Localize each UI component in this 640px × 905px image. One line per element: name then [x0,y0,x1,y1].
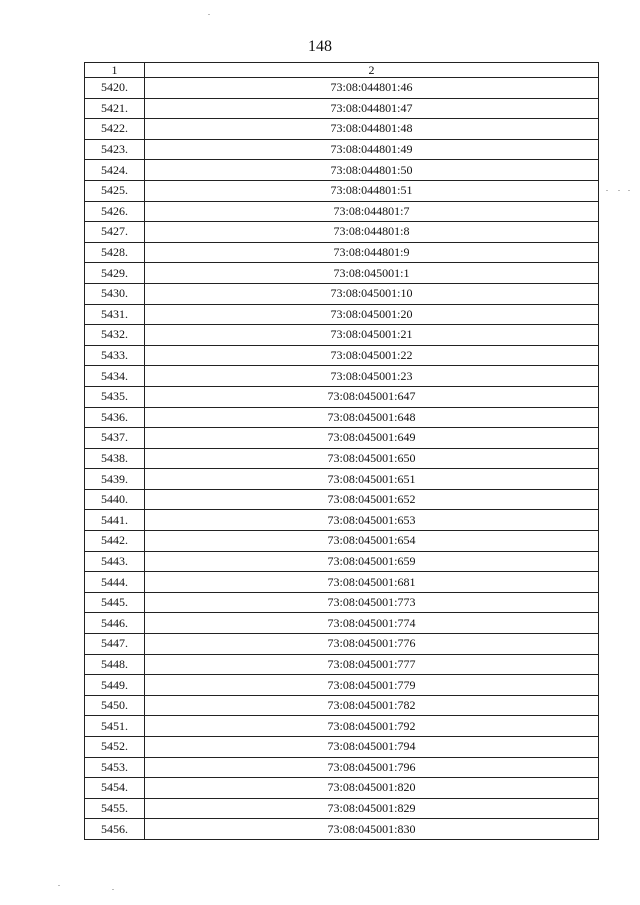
table-row [85,448,599,469]
cadastral-number-cell: 73:08:045001:681 [145,572,599,593]
table-row [85,551,599,572]
cadastral-number-cell: 73:08:045001:794 [145,737,599,758]
cadastral-number-cell: 73:08:045001:1 [145,263,599,284]
cadastral-number-cell: 73:08:044801:9 [145,242,599,263]
row-number-cell: 5454. [85,778,145,799]
cadastral-number-cell: 73:08:044801:49 [145,139,599,160]
cadastral-table [84,62,599,840]
cadastral-number-cell: 73:08:045001:774 [145,613,599,634]
table-row [85,654,599,675]
table-row [85,160,599,181]
row-number-cell: 5439. [85,469,145,490]
scan-speck [58,885,60,886]
table-body [85,78,599,840]
table-row [85,716,599,737]
cadastral-number-cell: 73:08:045001:652 [145,489,599,510]
row-number-cell: 5431. [85,304,145,325]
row-number-cell: 5436. [85,407,145,428]
row-number-cell: 5422. [85,119,145,140]
table-row [85,613,599,634]
row-number-cell: 5445. [85,592,145,613]
table-row [85,366,599,387]
row-number-cell: 5442. [85,531,145,552]
row-number-cell: 5443. [85,551,145,572]
table-row [85,119,599,140]
row-number-cell: 5421. [85,98,145,119]
row-number-cell: 5438. [85,448,145,469]
row-number-cell: 5441. [85,510,145,531]
row-number-cell: 5444. [85,572,145,593]
row-number-cell: 5448. [85,654,145,675]
cadastral-number-cell: 73:08:045001:792 [145,716,599,737]
row-number-cell: 5455. [85,798,145,819]
cadastral-number-cell: 73:08:045001:782 [145,695,599,716]
cadastral-number-cell: 73:08:045001:647 [145,386,599,407]
table-row [85,592,599,613]
row-number-cell: 5428. [85,242,145,263]
page-number: 148 [308,38,332,55]
cadastral-number-cell: 73:08:045001:653 [145,510,599,531]
table-row [85,757,599,778]
cadastral-number-cell: 73:08:045001:650 [145,448,599,469]
row-number-cell: 5435. [85,386,145,407]
table-row [85,386,599,407]
row-number-cell: 5446. [85,613,145,634]
cadastral-number-cell: 73:08:044801:47 [145,98,599,119]
column-header-cadastral-number: 2 [145,63,599,78]
cadastral-number-cell: 73:08:044801:51 [145,180,599,201]
row-number-cell: 5450. [85,695,145,716]
cadastral-number-cell: 73:08:045001:773 [145,592,599,613]
cadastral-number-cell: 73:08:045001:776 [145,634,599,655]
table-row [85,489,599,510]
table-row [85,304,599,325]
table-row [85,531,599,552]
scan-speck [628,190,630,191]
cadastral-number-cell: 73:08:045001:21 [145,325,599,346]
cadastral-number-cell: 73:08:045001:820 [145,778,599,799]
table-row [85,819,599,840]
cadastral-number-cell: 73:08:044801:48 [145,119,599,140]
cadastral-number-cell: 73:08:045001:830 [145,819,599,840]
table-row [85,242,599,263]
row-number-cell: 5447. [85,634,145,655]
table-row [85,180,599,201]
table-row [85,201,599,222]
table-row [85,407,599,428]
row-number-cell: 5433. [85,345,145,366]
row-number-cell: 5425. [85,180,145,201]
scan-speck [618,190,620,191]
cadastral-number-cell: 73:08:045001:659 [145,551,599,572]
table-row [85,798,599,819]
cadastral-number-cell: 73:08:045001:20 [145,304,599,325]
table-row [85,510,599,531]
table-row [85,695,599,716]
row-number-cell: 5456. [85,819,145,840]
cadastral-number-cell: 73:08:045001:23 [145,366,599,387]
cadastral-number-cell: 73:08:045001:829 [145,798,599,819]
scan-speck [208,14,210,15]
column-header-number: 1 [85,63,145,78]
table-row [85,737,599,758]
cadastral-number-cell: 73:08:044801:46 [145,78,599,99]
table-row [85,634,599,655]
cadastral-number-cell: 73:08:044801:8 [145,222,599,243]
cadastral-number-cell: 73:08:044801:50 [145,160,599,181]
table-row [85,469,599,490]
cadastral-number-cell: 73:08:045001:654 [145,531,599,552]
row-number-cell: 5424. [85,160,145,181]
table-row [85,263,599,284]
cadastral-number-cell: 73:08:045001:649 [145,428,599,449]
row-number-cell: 5426. [85,201,145,222]
table-row [85,572,599,593]
cadastral-number-cell: 73:08:045001:796 [145,757,599,778]
row-number-cell: 5453. [85,757,145,778]
row-number-cell: 5451. [85,716,145,737]
header-row [85,63,599,78]
row-number-cell: 5452. [85,737,145,758]
table-row [85,778,599,799]
row-number-cell: 5449. [85,675,145,696]
table-row [85,222,599,243]
row-number-cell: 5430. [85,283,145,304]
table-row [85,139,599,160]
cadastral-number-cell: 73:08:045001:779 [145,675,599,696]
table-row [85,98,599,119]
row-number-cell: 5423. [85,139,145,160]
row-number-cell: 5420. [85,78,145,99]
cadastral-number-cell: 73:08:044801:7 [145,201,599,222]
table-row [85,283,599,304]
cadastral-number-cell: 73:08:045001:651 [145,469,599,490]
table-row [85,345,599,366]
row-number-cell: 5437. [85,428,145,449]
row-number-cell: 5432. [85,325,145,346]
table-row [85,428,599,449]
row-number-cell: 5427. [85,222,145,243]
cadastral-number-cell: 73:08:045001:777 [145,654,599,675]
cadastral-number-cell: 73:08:045001:648 [145,407,599,428]
table-row [85,78,599,99]
row-number-cell: 5434. [85,366,145,387]
table-row [85,675,599,696]
table-header [85,63,599,78]
cadastral-number-cell: 73:08:045001:10 [145,283,599,304]
scan-speck [606,190,608,191]
row-number-cell: 5440. [85,489,145,510]
cadastral-number-cell: 73:08:045001:22 [145,345,599,366]
scan-speck [112,889,114,890]
row-number-cell: 5429. [85,263,145,284]
table-row [85,325,599,346]
